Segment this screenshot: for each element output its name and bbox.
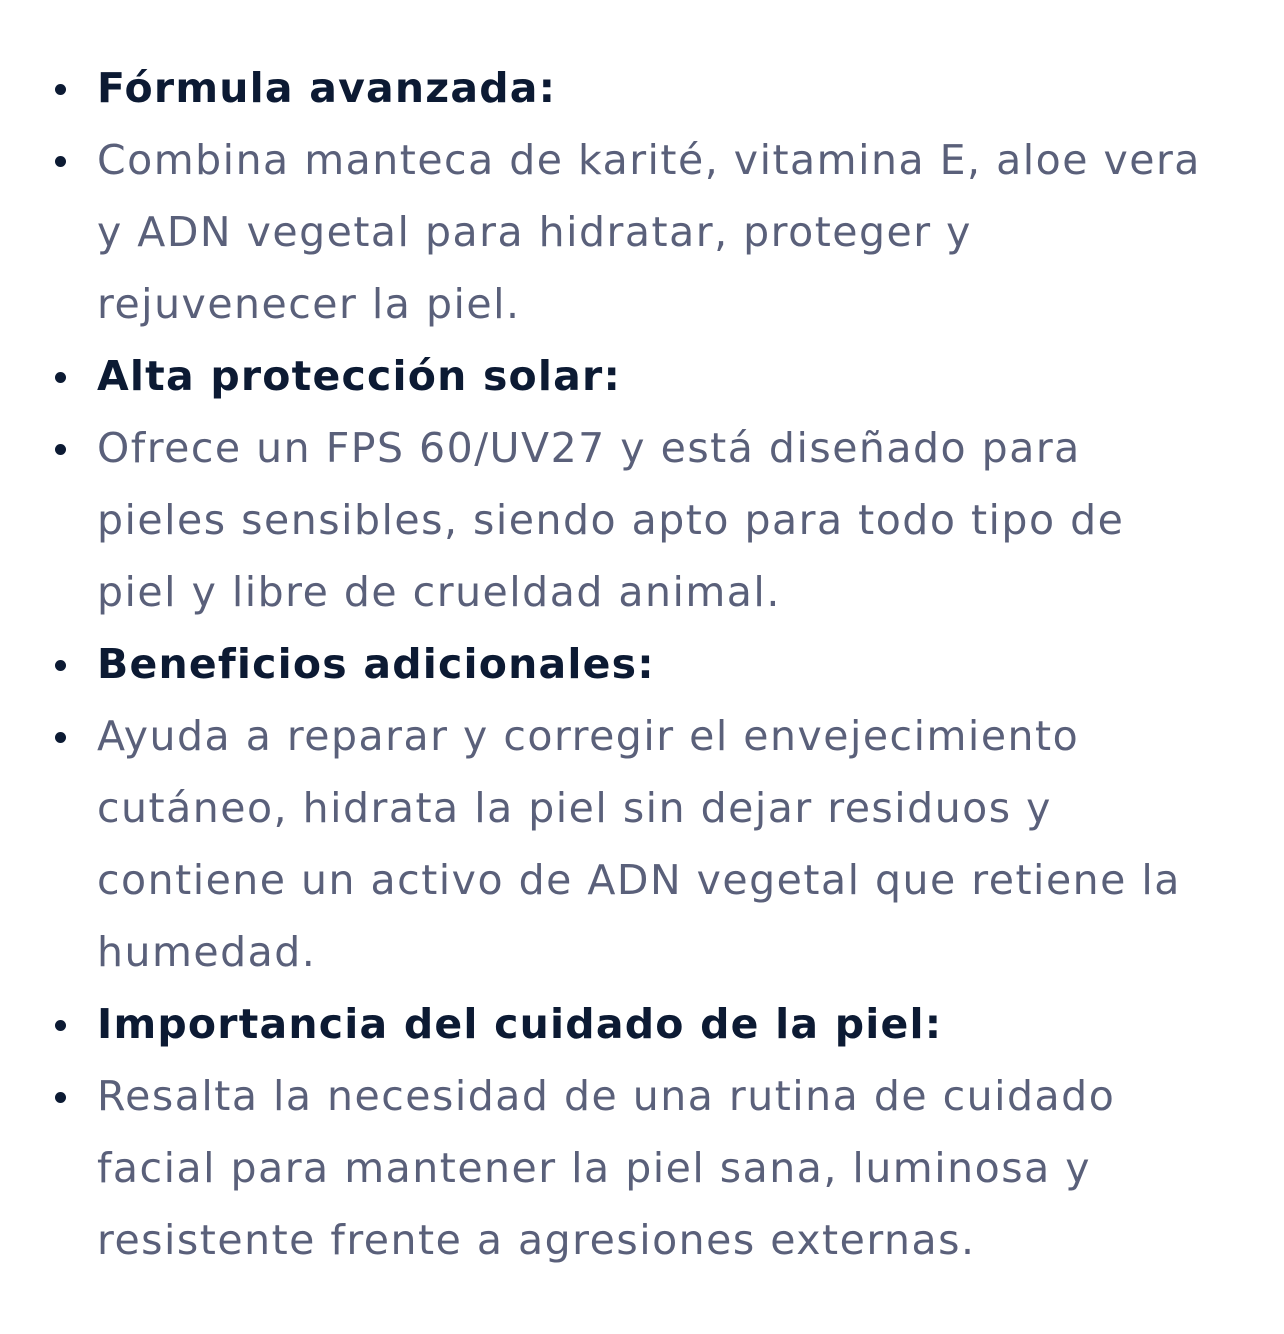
list-item-body-proteccion: Ofrece un FPS 60/UV27 y está diseñado para pieles sensibles, siendo apto para todo tipo de piel y libre de crueldad animal. (0, 412, 1284, 628)
list-item-heading-importancia: Importancia del cuidado de la piel: (0, 988, 1284, 1060)
list-item-body-importancia: Resalta la necesidad de una rutina de cuidado facial para mantener la piel sana, luminosa y resistente frente a agresiones externas. (0, 1060, 1284, 1276)
list-item-heading-proteccion: Alta protección solar: (0, 340, 1284, 412)
list-item-heading-formula: Fórmula avanzada: (0, 52, 1284, 124)
feature-list (0, 52, 1284, 1276)
list-item-heading-beneficios: Beneficios adicionales: (0, 628, 1284, 700)
list-item-body-formula: Combina manteca de karité, vitamina E, aloe vera y ADN vegetal para hidratar, proteger y rejuvenecer la piel. (0, 124, 1284, 340)
list-item-body-beneficios: Ayuda a reparar y corregir el envejecimiento cutáneo, hidrata la piel sin dejar residuos y contiene un activo de ADN vegetal que retiene la humedad. (0, 700, 1284, 988)
